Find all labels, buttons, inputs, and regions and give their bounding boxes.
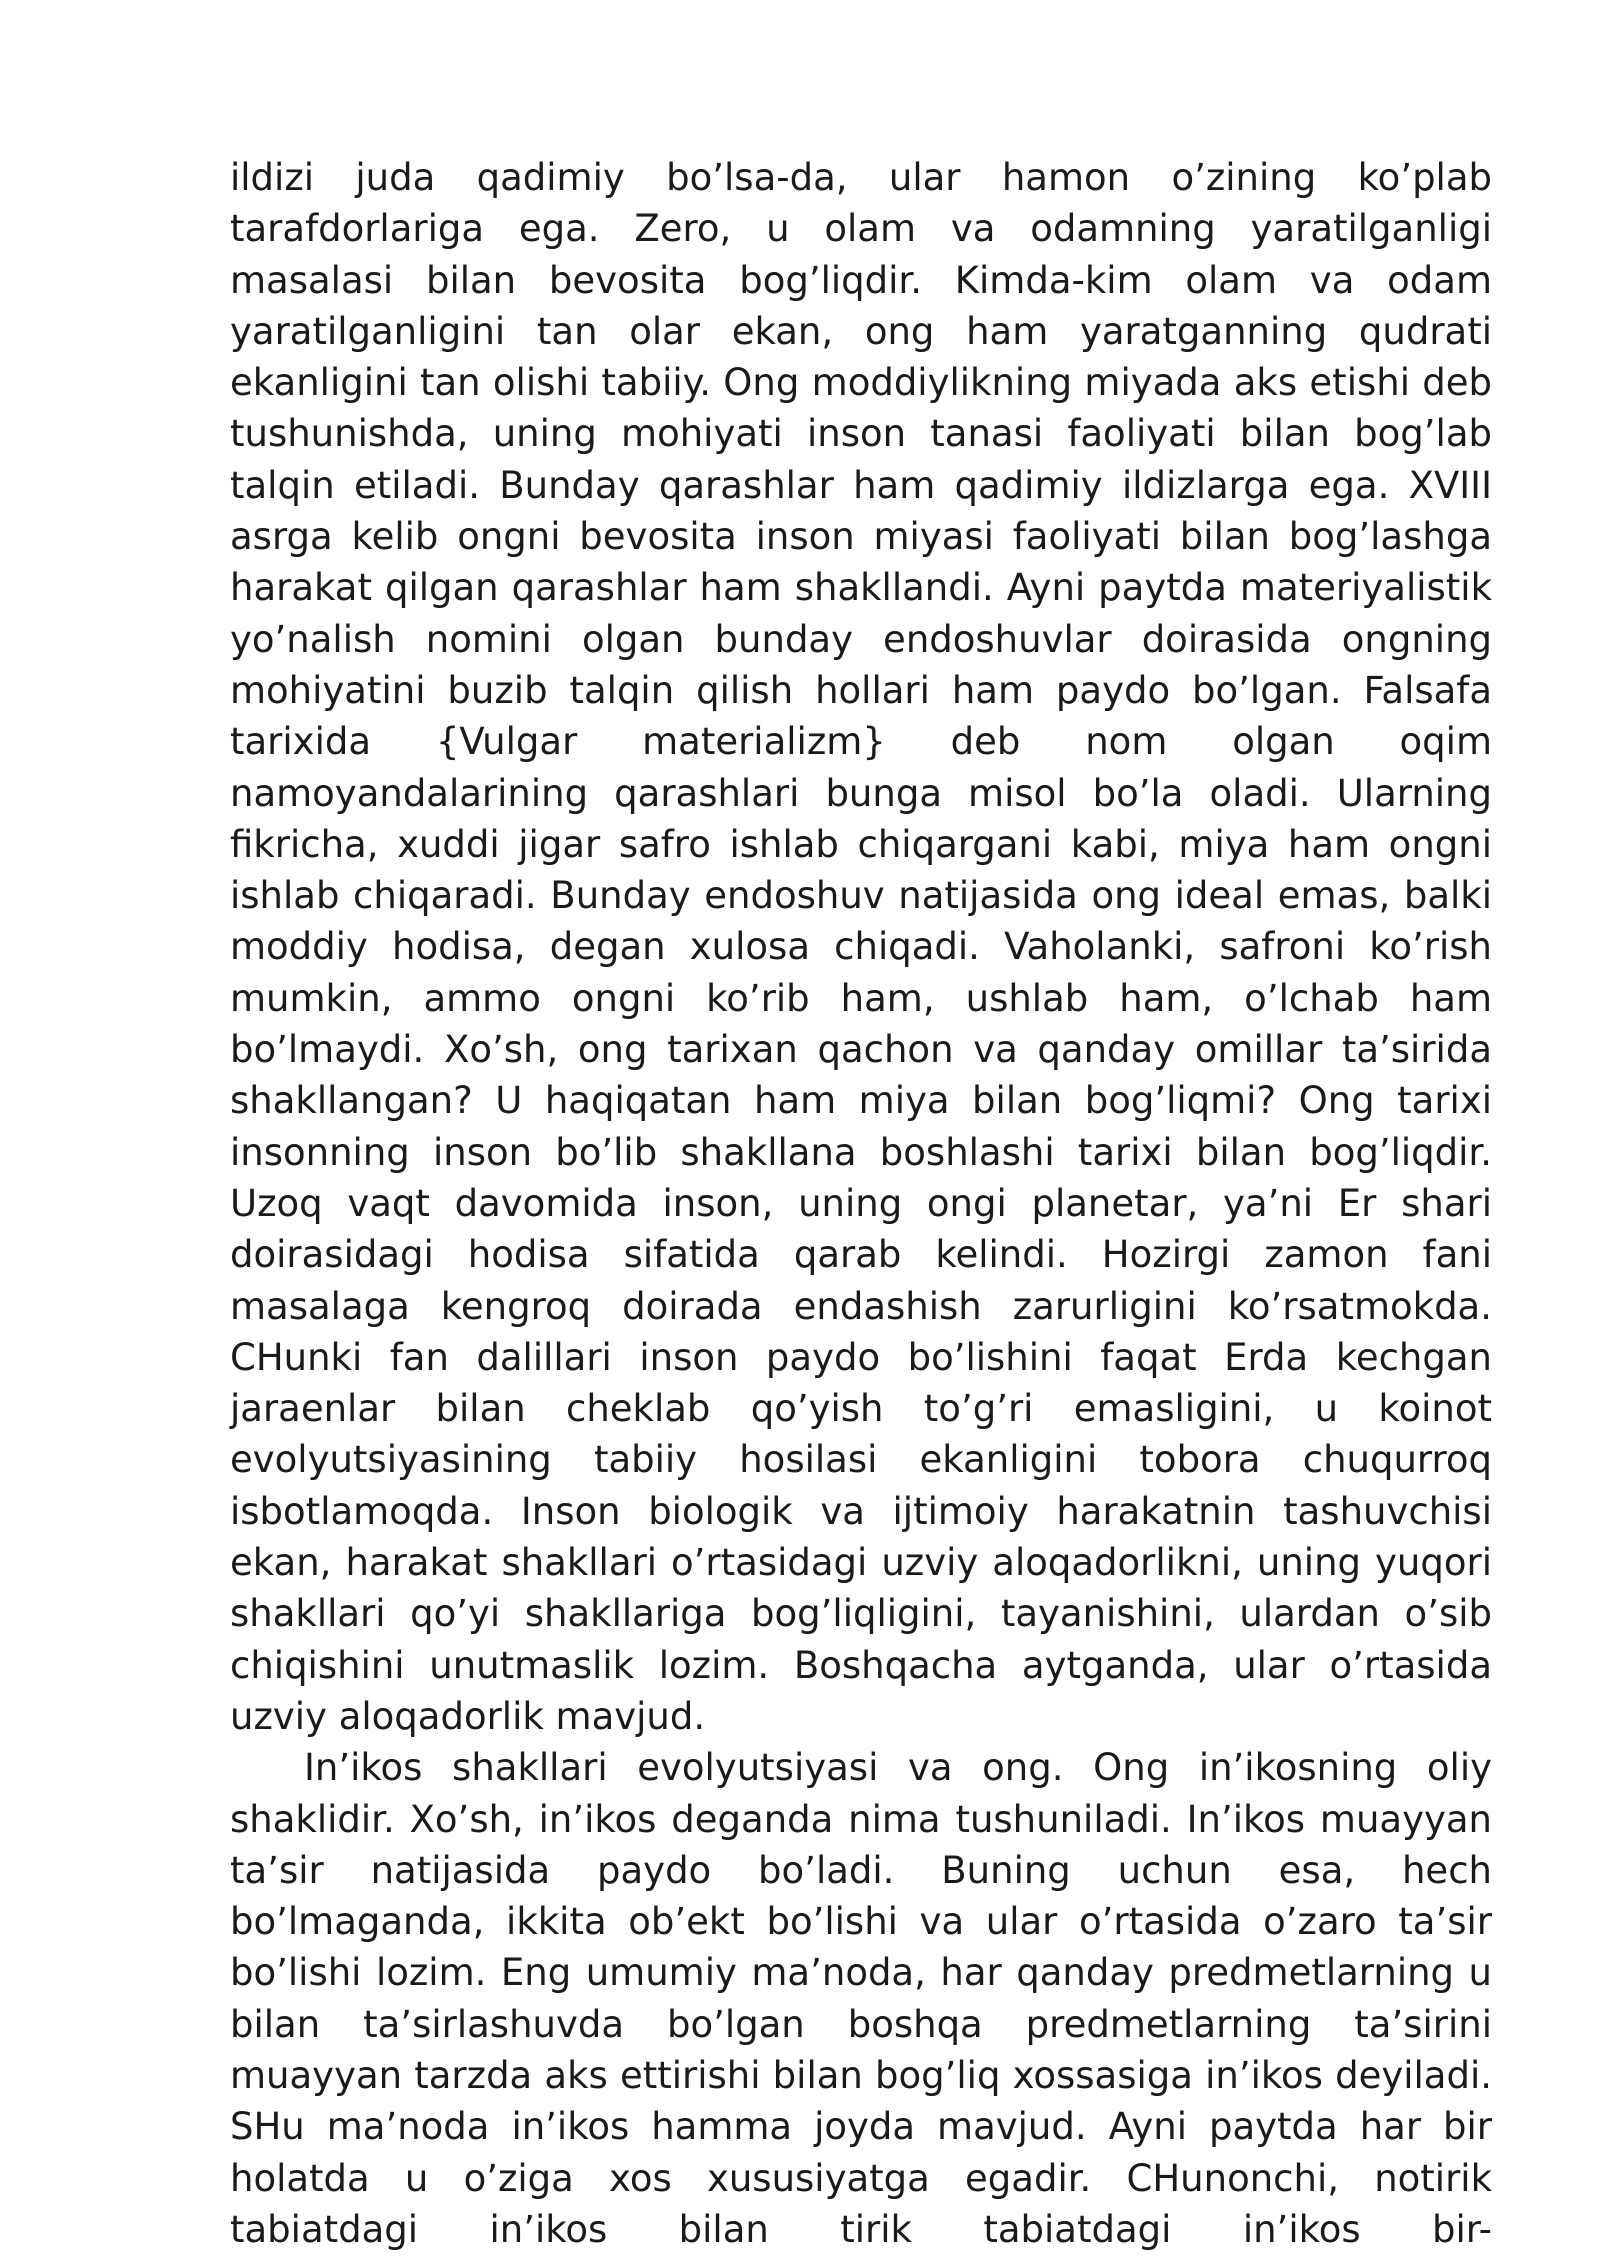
body-paragraph: In’ikos shakllari evolyutsiyasi va ong. Ong in’ikosning oliy shaklidir. Xo’sh, in’ikos deganda nima tushuniladi. In’ikos muayyan ta’sir natijasida paydo bo’ladi. Buning uchun esa, hech bo’lmaganda, ikkita ob’ekt bo’lishi va ular o’rtasida o’zaro ta’sir bo’lishi lozim. Eng umumiy ma’noda, har qanday predmetlarning u bilan ta’sirlashuvda bo’lgan boshqa predmetlarning ta’sirini muayyan tarzda aks ettirishi bilan bog’liq xossasiga in’ikos deyiladi. SHu ma’noda in’ikos hamma joyda mavjud. Ayni paytda har bir holatda u o’ziga xos xususiyatga egadir. CHunonchi, notirik tabiatdagi in’ikos bilan tirik tabiatdagi in’ikos bir- [230, 1746, 1492, 2251]
document-page [230, 152, 1492, 2255]
body-paragraph: ildizi juda qadimiy bo’lsa-da, ular hamon o’zining ko’plab tarafdorlariga ega. Zero, u olam va odamning yaratilganligi masalasi bilan bevosita bog’liqdir. Kimda-kim olam va odam yaratilganligini tan olar ekan, ong ham yaratganning qudrati ekanligini tan olishi tabiiy. Ong moddiylikning miyada aks etishi deb tushunishda, uning mohiyati inson tanasi faoliyati bilan bog’lab talqin etiladi. Bunday qarashlar ham qadimiy ildizlarga ega. XVIII asrga kelib ongni bevosita inson miyasi faoliyati bilan bog’lashga harakat qilgan qarashlar ham shakllandi. Ayni paytda materiyalistik yo’nalish nomini olgan bunday endoshuvlar doirasida ongning mohiyatini buzib talqin qilish hollari ham paydo bo’lgan. Falsafa tarixida {Vulgar materializm} deb nom olgan oqim namoyandalarining qarashlari bunga misol bo’la oladi. Ularning fikricha, xuddi jigar safro ishlab chiqargani kabi, miya ham ongni ishlab chiqaradi. Bunday endoshuv natijasida ong ideal emas, balki moddiy hodisa, degan xulosa chiqadi. Vaholanki, safroni ko’rish mumkin, ammo ongni ko’rib ham, ushlab ham, o’lchab ham bo’lmaydi. Xo’sh, ong tarixan qachon va qanday omillar ta’sirida shakllangan? U haqiqatan ham miya bilan bog’liqmi? Ong tarixi insonning inson bo’lib shakllana boshlashi tarixi bilan bog’liqdir. Uzoq vaqt davomida inson, uning ongi planetar, ya’ni Er shari doirasidagi hodisa sifatida qarab kelindi. Hozirgi zamon fani masalaga kengroq doirada endashish zarurligini ko’rsatmokda. CHunki fan dalillari inson paydo bo’lishini faqat Erda kechgan jaraenlar bilan cheklab qo’yish to’g’ri emasligini, u koinot evolyutsiyasining tabiiy hosilasi ekanligini tobora chuqurroq isbotlamoqda. Inson biologik va ijtimoiy harakatnin tashuvchisi ekan, harakat shakllari o’rtasidagi uzviy aloqadorlikni, uning yuqori shakllari qo’yi shakllariga bog’liqligini, tayanishini, ulardan o’sib chiqishini unutmaslik lozim. Boshqacha aytganda, ular o’rtasida uzviy aloqadorlik mavjud. [230, 156, 1492, 1738]
